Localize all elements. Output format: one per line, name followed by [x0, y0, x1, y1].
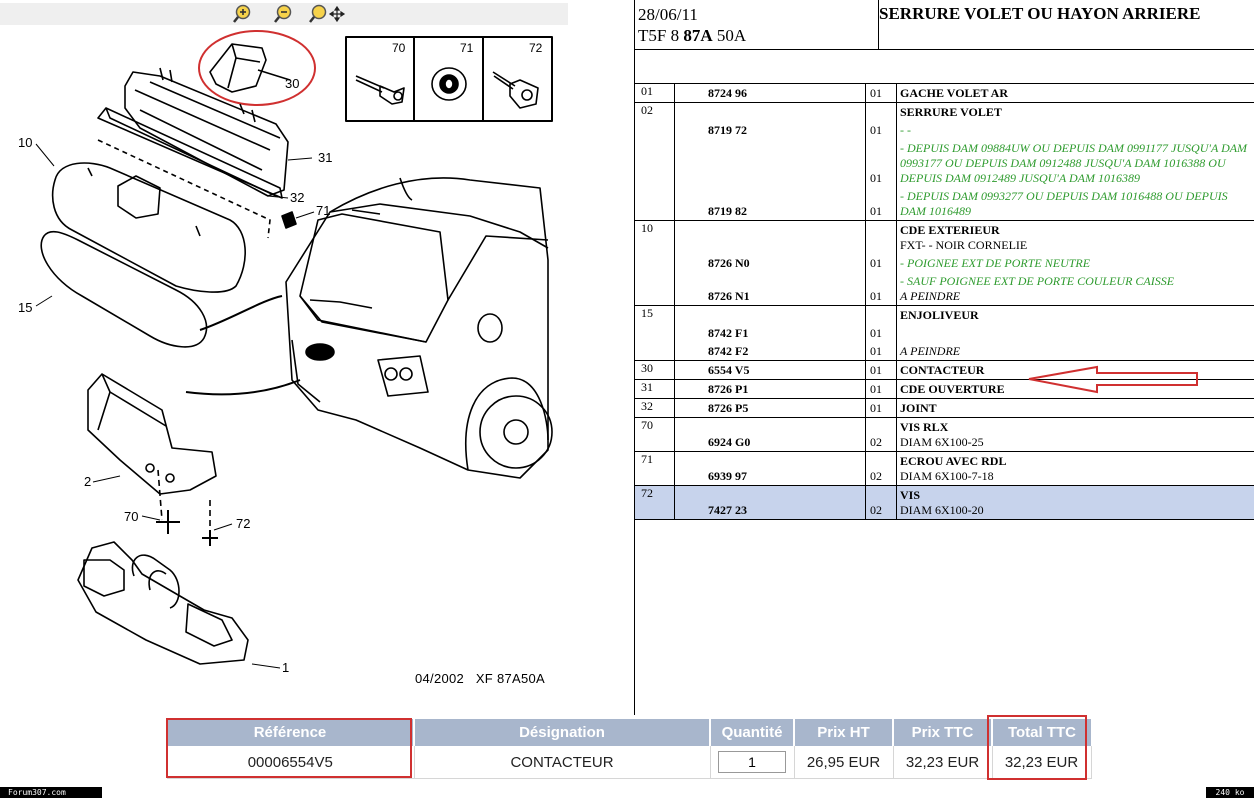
part-reference-cell	[675, 361, 866, 380]
order-reference: 00006554V5	[167, 746, 414, 779]
part-reference-cell	[675, 221, 866, 306]
catalog-header-info	[638, 4, 746, 46]
part-description-cell	[897, 84, 1254, 103]
part-description: - -	[900, 123, 911, 137]
part-quantity-cell	[866, 306, 897, 361]
part-description: CDE OUVERTURE	[900, 382, 1005, 396]
part-quantity-cell	[866, 399, 897, 418]
part-description-cell	[897, 452, 1254, 486]
part-reference-cell	[675, 306, 866, 361]
part-reference-cell	[675, 486, 866, 520]
part-item-number: 10	[635, 221, 675, 306]
part-description-cell	[897, 306, 1254, 361]
part-description: DIAM 6X100-7-18	[900, 469, 994, 483]
callout-15: 15	[18, 300, 33, 315]
part-reference: 8742 F2	[708, 344, 749, 358]
part-item-number: 02	[635, 103, 675, 221]
part-description-cell	[897, 399, 1254, 418]
part-description: 0993177 OU DEPUIS DAM 0912488 JUSQU'A DAM 1016388 OU	[900, 156, 1226, 170]
order-price-ht: 26,95 EUR	[794, 746, 893, 779]
part-item-number: 15	[635, 306, 675, 361]
part-quantity: 01	[870, 363, 882, 377]
part-item-number: 72	[635, 486, 675, 520]
diagram-panel	[0, 0, 634, 715]
part-reference: 8726 N0	[708, 256, 750, 270]
callout-70: 70	[124, 509, 139, 524]
part-quantity: 02	[870, 435, 882, 449]
callout-71: 71	[316, 203, 331, 218]
part-description: DIAM 6X100-20	[900, 503, 984, 517]
callout-32: 32	[290, 190, 305, 205]
part-quantity-cell	[866, 380, 897, 399]
part-description: SERRURE VOLET	[900, 105, 1002, 119]
part-quantity-cell	[866, 103, 897, 221]
part-description: - POIGNEE EXT DE PORTE NEUTRE	[900, 256, 1091, 270]
part-row[interactable]	[635, 306, 1254, 361]
part-quantity: 01	[870, 326, 882, 340]
quantity-input[interactable]	[718, 751, 786, 773]
col-total-ttc: Total TTC	[992, 719, 1091, 746]
part-item-number: 70	[635, 418, 675, 452]
part-item-number: 32	[635, 399, 675, 418]
legend-label-71: 71	[460, 41, 474, 55]
part-description: DEPUIS DAM 0912489 JUSQU'A DAM 1016389	[900, 171, 1140, 185]
legend-label-72: 72	[529, 41, 543, 55]
part-reference: 8726 N1	[708, 289, 750, 303]
part-quantity: 01	[870, 401, 882, 415]
part-item-number: 01	[635, 84, 675, 103]
part-row[interactable]	[635, 399, 1254, 418]
order-price-ttc: 32,23 EUR	[893, 746, 992, 779]
col-designation: Désignation	[414, 719, 710, 746]
part-reference-cell	[675, 399, 866, 418]
col-reference: Référence	[167, 719, 414, 746]
col-price-ttc: Prix TTC	[893, 719, 992, 746]
part-reference: 8726 P1	[708, 382, 749, 396]
small-parts-legend	[346, 37, 552, 121]
part-quantity: 01	[870, 86, 882, 100]
part-description: - SAUF POIGNEE EXT DE PORTE COULEUR CAISSE	[900, 274, 1175, 288]
part-reference-cell	[675, 418, 866, 452]
part-description: JOINT	[900, 401, 937, 415]
callout-10: 10	[18, 135, 33, 150]
part-quantity: 01	[870, 289, 882, 303]
part-description-cell	[897, 418, 1254, 452]
part-reference: 8726 P5	[708, 401, 749, 415]
part-description: DIAM 6X100-25	[900, 435, 984, 449]
part-row[interactable]	[635, 103, 1254, 221]
part-reference: 8719 72	[708, 123, 747, 137]
red-arrow-annotation	[1027, 365, 1201, 395]
part-quantity: 01	[870, 344, 882, 358]
part-description: VIS RLX	[900, 420, 949, 434]
order-designation: CONTACTEUR	[414, 746, 710, 779]
part-quantity-cell	[866, 486, 897, 520]
part-reference: 8724 96	[708, 86, 747, 100]
legend-label-70: 70	[392, 41, 406, 55]
part-reference: 7427 23	[708, 503, 747, 517]
part-quantity: 01	[870, 382, 882, 396]
part-description: DAM 1016489	[900, 204, 971, 218]
part-row[interactable]	[635, 452, 1254, 486]
part-quantity: 02	[870, 503, 882, 517]
order-quantity-cell	[710, 746, 794, 779]
part-description-cell	[897, 221, 1254, 306]
part-description: CONTACTEUR	[900, 363, 985, 377]
part-reference: 8719 82	[708, 204, 747, 218]
order-total-ttc: 32,23 EUR	[992, 746, 1091, 779]
part-quantity-cell	[866, 418, 897, 452]
part-quantity: 01	[870, 171, 882, 185]
part-description-cell	[897, 103, 1254, 221]
callout-30: 30	[285, 76, 300, 91]
part-description: CDE EXTERIEUR	[900, 223, 1000, 237]
footer-size-label: 240 ko	[1206, 787, 1254, 798]
part-row[interactable]	[635, 486, 1254, 520]
part-quantity-cell	[866, 361, 897, 380]
part-item-number: 30	[635, 361, 675, 380]
catalog-date: 28/06/11	[638, 5, 698, 24]
part-row[interactable]	[635, 221, 1254, 306]
part-quantity: 01	[870, 123, 882, 137]
footer-site-label: Forum307.com	[0, 787, 102, 798]
part-item-number: 31	[635, 380, 675, 399]
part-description: GACHE VOLET AR	[900, 86, 1009, 100]
part-reference-cell	[675, 103, 866, 221]
part-description: VIS	[900, 488, 921, 502]
part-description: FXT- - NOIR CORNELIE	[900, 238, 1028, 252]
part-reference-cell	[675, 84, 866, 103]
part-quantity: 02	[870, 469, 882, 483]
part-description: ENJOLIVEUR	[900, 308, 979, 322]
col-price-ht: Prix HT	[794, 719, 893, 746]
part-row[interactable]	[635, 418, 1254, 452]
catalog-title: SERRURE VOLET OU HAYON ARRIERE	[879, 4, 1201, 23]
catalog-code: T5F 8 87A 50A	[638, 26, 747, 45]
part-description: A PEINDRE	[900, 289, 961, 303]
part-reference: 6939 97	[708, 469, 747, 483]
total-highlight-box	[987, 715, 1087, 780]
part-quantity-cell	[866, 221, 897, 306]
part-quantity-cell	[866, 452, 897, 486]
part-description-cell	[897, 486, 1254, 520]
part-description: - DEPUIS DAM 0993277 OU DEPUIS DAM 1016488 OU DEPUIS	[900, 189, 1228, 203]
callout-1: 1	[282, 660, 290, 675]
part-description: A PEINDRE	[900, 344, 961, 358]
exploded-parts-diagram	[0, 0, 634, 715]
callout-31: 31	[318, 150, 333, 165]
diagram-caption: 04/2002 XF 87A50A	[415, 671, 546, 686]
part-reference: 6554 V5	[708, 363, 750, 377]
parts-table	[635, 84, 1254, 520]
part-description: ECROU AVEC RDL	[900, 454, 1007, 468]
part-reference: 6924 G0	[708, 435, 751, 449]
col-quantity: Quantité	[710, 719, 794, 746]
parts-list-panel	[634, 0, 1254, 715]
part-row[interactable]	[635, 84, 1254, 103]
callout-2: 2	[84, 474, 92, 489]
part-reference-cell	[675, 452, 866, 486]
part-quantity: 01	[870, 256, 882, 270]
callout-72: 72	[236, 516, 251, 531]
part-item-number: 71	[635, 452, 675, 486]
reference-highlight-box	[166, 718, 412, 778]
part-reference: 8742 F1	[708, 326, 749, 340]
part-quantity-cell	[866, 84, 897, 103]
part-description: - DEPUIS DAM 09884UW OU DEPUIS DAM 0991177 JUSQU'A DAM	[900, 141, 1248, 155]
part-reference-cell	[675, 380, 866, 399]
part-quantity: 01	[870, 204, 882, 218]
